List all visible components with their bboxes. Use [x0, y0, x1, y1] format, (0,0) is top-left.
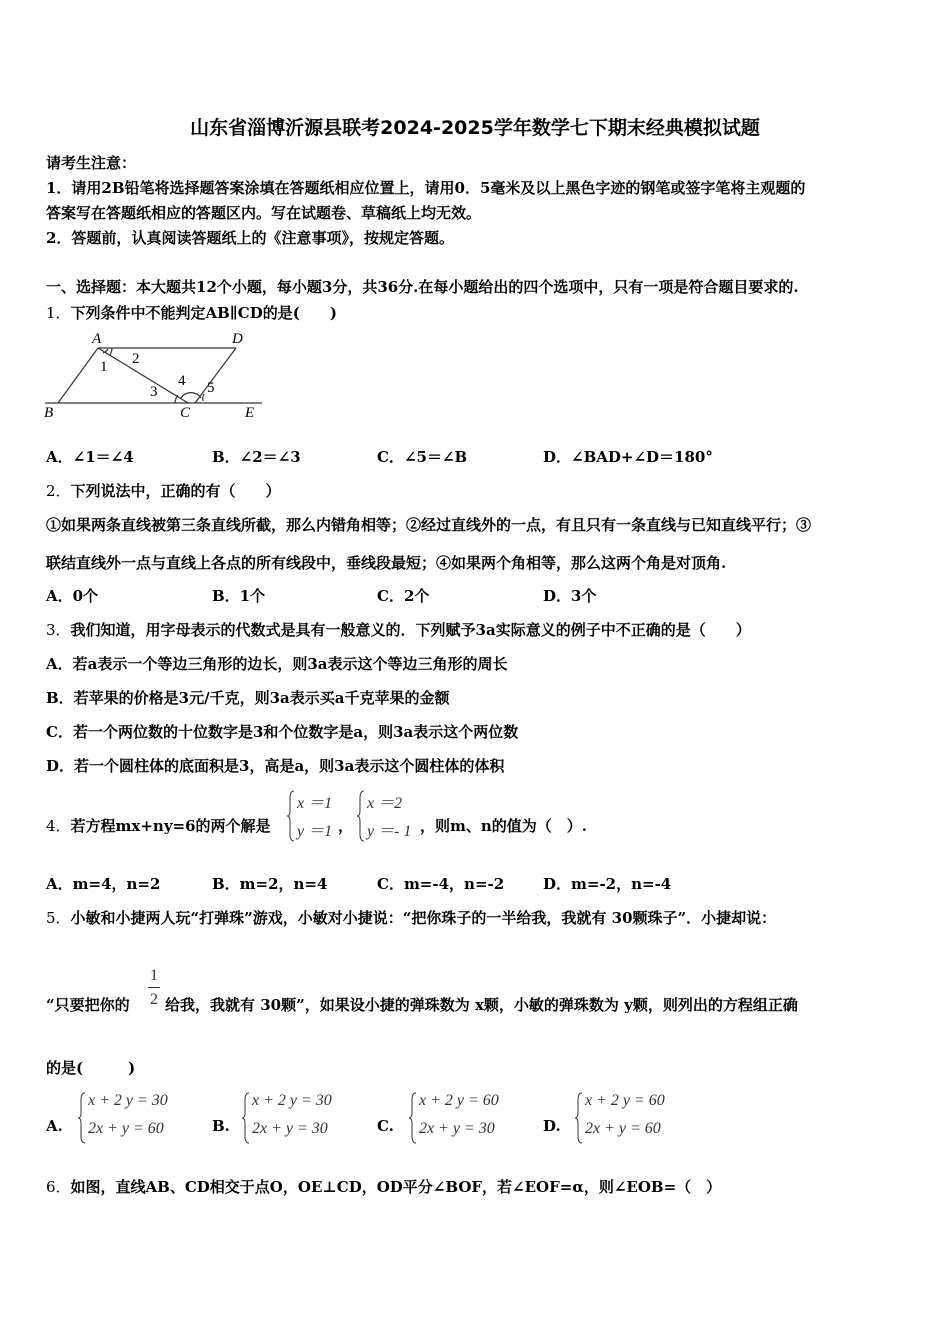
- q4-option-c[interactable]: C．m=-4，n=-2: [377, 875, 505, 893]
- equation-line: 2x + y = 60: [585, 1120, 661, 1137]
- q1-option-b[interactable]: B．∠2＝∠3: [212, 448, 301, 466]
- q2-option-c[interactable]: C．2个: [377, 587, 430, 605]
- q4-option-d[interactable]: D．m=-2，n=-4: [543, 875, 672, 893]
- angle-1: 1: [100, 359, 108, 375]
- q4-text-after: ，则m、n的值为（ ）.: [420, 817, 588, 835]
- notice-heading: 请考生注意：: [46, 154, 137, 172]
- question-text: 小敏和小捷两人玩“打弹珠”游戏，小敏对小捷说：“把你珠子的一半给我，我就有 30颗珠子”．小捷却说：: [70, 909, 777, 927]
- question-3: [46, 619, 751, 640]
- question-number: 1．: [46, 304, 71, 322]
- q1-option-a[interactable]: A．∠1＝∠4: [46, 448, 134, 466]
- equation-line: y ＝- 1: [367, 823, 412, 840]
- question-text: 下列条件中不能判定AB∥CD的是( ): [70, 304, 337, 322]
- q1-option-d[interactable]: D．∠BAD+∠D＝180°: [543, 448, 713, 466]
- question-6: [46, 1176, 721, 1197]
- geometry-figure-q1: [40, 328, 270, 423]
- fraction-bar: [148, 987, 160, 988]
- page-title: 山东省淄博沂源县联考2024-2025学年数学七下期末经典模拟试题: [190, 117, 760, 139]
- q4-option-b[interactable]: B．m=2，n=4: [212, 875, 328, 893]
- notice-line-2: 答案写在答题纸相应的答题区内。写在试题卷、草稿纸上均无效。: [46, 204, 482, 222]
- q2-statement-line-2: 联结直线外一点与直线上各点的所有线段中，垂线段最短；④如果两个角相等，那么这两个角是对顶角.: [46, 554, 727, 572]
- equation-line: x ＝1: [297, 795, 333, 812]
- question-number: 6．: [46, 1178, 71, 1196]
- equation-line: x + 2 y = 60: [419, 1092, 499, 1109]
- label-a: A: [92, 331, 102, 347]
- question-5: [46, 907, 776, 928]
- equation-line: x + 2 y = 30: [88, 1092, 168, 1109]
- q2-statement-line-1: ①如果两条直线被第三条直线所截，那么内错角相等；②经过直线外的一点，有且只有一条直线与已知直线平行；③: [46, 516, 812, 534]
- section-heading: 一、选择题：本大题共12个小题，每小题3分，共36分.在每小题给出的四个选项中，只有一项是符合题目要求的.: [46, 278, 799, 296]
- equation-line: 2x + y = 30: [419, 1120, 495, 1137]
- equation-line: 2x + y = 60: [88, 1120, 164, 1137]
- notice-line-1: 1．请用2B铅笔将选择题答案涂填在答题纸相应位置上，请用0．5毫米及以上黑色字迹的钢笔或签字笔将主观题的: [46, 179, 806, 197]
- label-c: C: [180, 405, 191, 421]
- q5-line-2a: “只要把你的: [46, 996, 130, 1014]
- q5-line-2b: 给我，我就有 30颗”，如果设小捷的弹珠数为 x颗，小敏的弹珠数为 y颗，则列出的方程组正确: [165, 996, 798, 1014]
- angle-2: 2: [132, 351, 140, 367]
- equation-line: 2x + y = 30: [252, 1120, 328, 1137]
- question-text: 若方程mx+ny=6的两个解是: [70, 817, 271, 835]
- q4-option-a[interactable]: A．m=4，n=2: [46, 875, 161, 893]
- q3-option-a[interactable]: A．若a表示一个等边三角形的边长，则3a表示这个等边三角形的周长: [46, 655, 508, 673]
- q3-option-b[interactable]: B．若苹果的价格是3元/千克，则3a表示买a千克苹果的金额: [46, 689, 450, 707]
- fraction-denominator: 2: [150, 991, 158, 1008]
- q5-option-a-system[interactable]: [78, 1092, 188, 1144]
- equation-line: x ＝2: [367, 795, 403, 812]
- line-dc: [195, 348, 236, 403]
- q5-option-b-system[interactable]: [242, 1092, 352, 1144]
- equation-system-2: [357, 790, 427, 842]
- q5-option-d-label[interactable]: D.: [543, 1117, 561, 1135]
- question-number: 2．: [46, 482, 71, 500]
- equation-line: x + 2 y = 30: [252, 1092, 332, 1109]
- question-4: [46, 815, 271, 836]
- angle-5: 5: [207, 380, 215, 396]
- q5-option-a-label[interactable]: A.: [46, 1117, 63, 1135]
- equation-line: x + 2 y = 60: [585, 1092, 665, 1109]
- label-e: E: [245, 405, 255, 421]
- question-number: 3．: [46, 621, 71, 639]
- angle-3: 3: [150, 384, 158, 400]
- label-d: D: [232, 331, 243, 347]
- q2-option-d[interactable]: D．3个: [543, 587, 597, 605]
- angle-4: 4: [178, 373, 186, 389]
- fraction-numerator: 1: [150, 967, 158, 984]
- question-text: 我们知道，用字母表示的代数式是具有一般意义的．下列赋予3a实际意义的例子中不正确的是（ ）: [70, 621, 751, 639]
- question-number: 5．: [46, 909, 71, 927]
- q1-option-c[interactable]: C．∠5＝∠B: [377, 448, 468, 466]
- label-b: B: [44, 405, 54, 421]
- notice-line-3: 2．答题前，认真阅读答题纸上的《注意事项》，按规定答题。: [46, 229, 454, 247]
- line-ac: [98, 348, 188, 403]
- question-2: [46, 480, 281, 501]
- question-number: 4．: [46, 817, 71, 835]
- q5-option-c-system[interactable]: [409, 1092, 519, 1144]
- q3-option-d[interactable]: D．若一个圆柱体的底面积是3，高是a，则3a表示这个圆柱体的体积: [46, 757, 505, 775]
- q2-option-a[interactable]: A．0个: [46, 587, 99, 605]
- q5-option-c-label[interactable]: C.: [377, 1117, 394, 1135]
- equation-line: y ＝1: [297, 823, 333, 840]
- question-text: 如图，直线AB、CD相交于点O，OE⊥CD，OD平分∠BOF，若∠EOF=α，则∠EOB=（ ）: [70, 1178, 722, 1196]
- q5-option-d-system[interactable]: [575, 1092, 685, 1144]
- q2-option-b[interactable]: B．1个: [212, 587, 266, 605]
- q5-option-b-label[interactable]: B.: [212, 1117, 230, 1135]
- comma: ，: [338, 817, 354, 835]
- question-text: 下列说法中，正确的有（ ）: [70, 482, 281, 500]
- question-1: [46, 302, 337, 323]
- line-ab: [58, 348, 98, 403]
- q3-option-c[interactable]: C．若一个两位数的十位数字是3和个位数字是a，则3a表示这个两位数: [46, 723, 519, 741]
- q5-line-3: 的是( ): [46, 1059, 136, 1077]
